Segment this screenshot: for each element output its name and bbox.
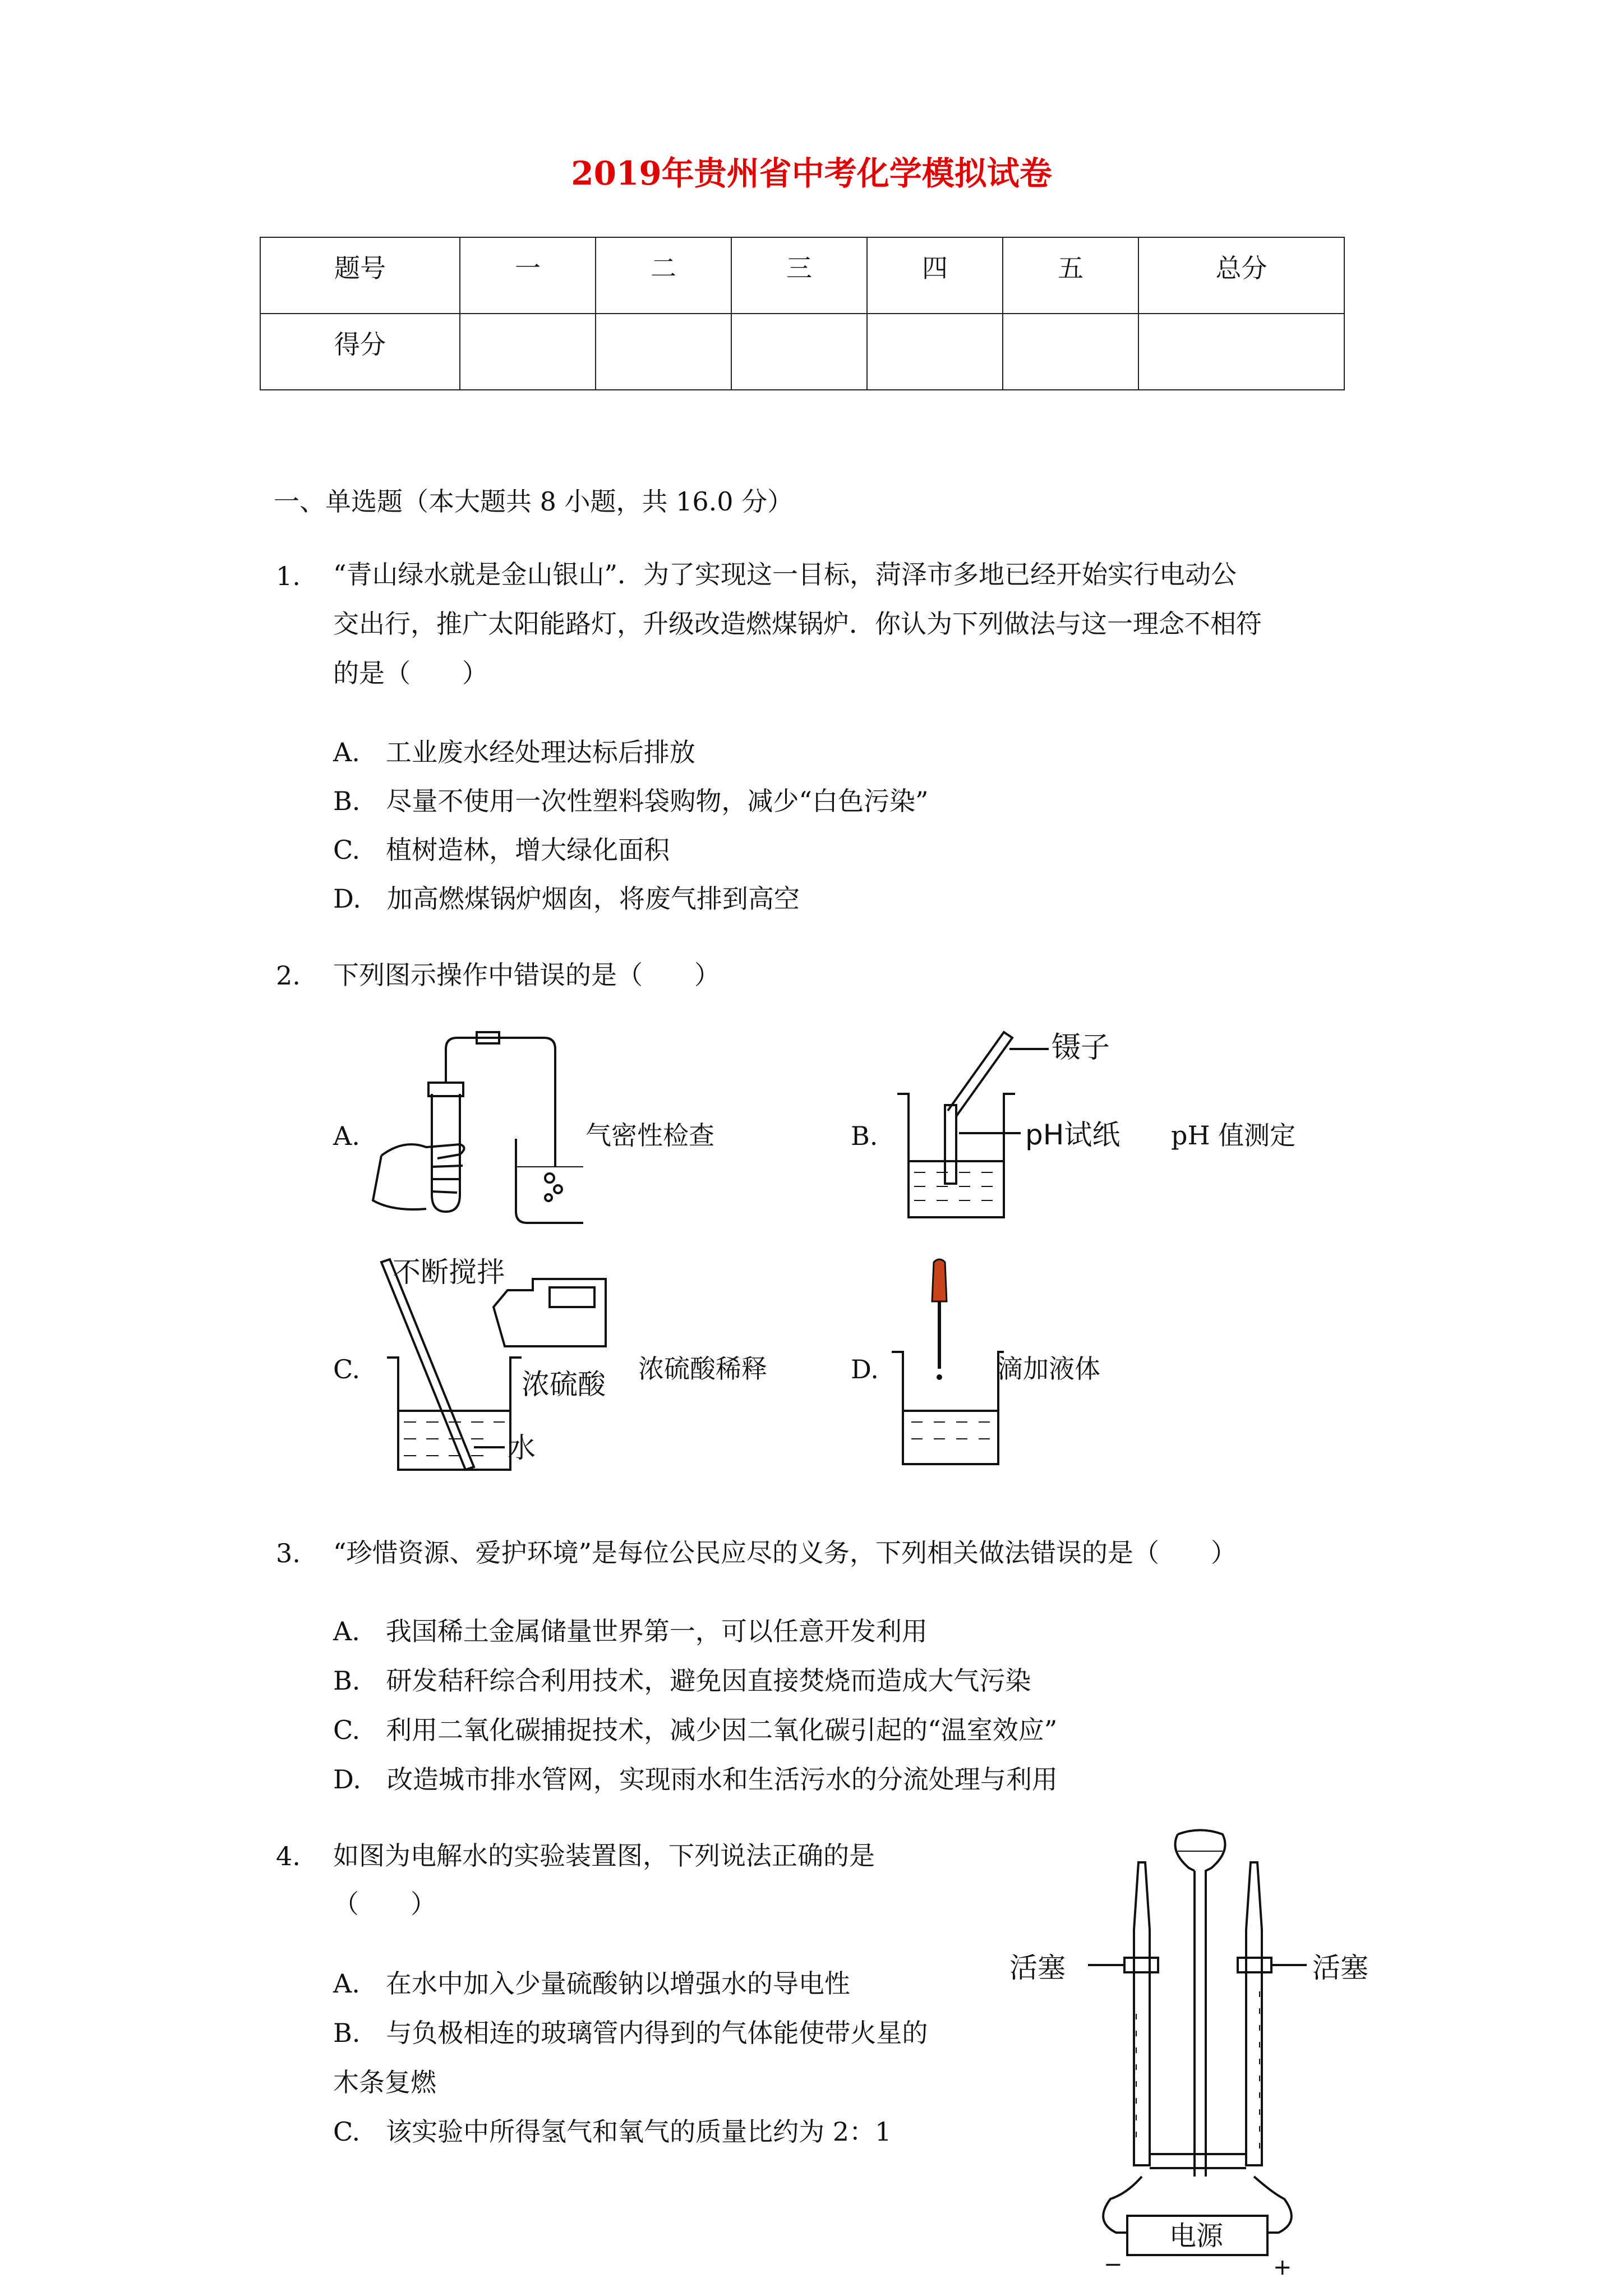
water-label: 水 (508, 1432, 536, 1464)
question-4-stem-line2: （ ） (333, 1889, 436, 1919)
score-input-cell[interactable] (1138, 314, 1344, 390)
option-a-caption: 气密性检查 (585, 1120, 714, 1151)
question-3-stem: “珍惜资源、爱护环境”是每位公民应尽的义务，下列相关做法错误的是（ ） (333, 1538, 1237, 1568)
ph-test-figure (892, 1027, 1161, 1228)
question-1-stem (333, 550, 1262, 698)
power-supply-label: 电源 (1169, 2220, 1224, 2252)
stem-line: “青山绿水就是金山银山”．为了实现这一目标，菏泽市多地已经开始实行电动公 (333, 559, 1237, 590)
score-header-cell: 总分 (1138, 237, 1344, 314)
score-header-cell: 五 (1003, 237, 1138, 314)
question-4-stem-line1: 如图为电解水的实验装置图，下列说法正确的是 (333, 1841, 875, 1871)
airtightness-check-figure (370, 1027, 583, 1228)
score-header-cell: 四 (867, 237, 1003, 314)
valve-right-label: 活塞 (1312, 1952, 1368, 1984)
option-a[interactable]: A. 在水中加入少量硫酸钠以增强水的导电性 (333, 1968, 850, 1999)
negative-terminal-label: − (1104, 2252, 1123, 2277)
score-row-label: 得分 (260, 314, 460, 390)
option-b-letter[interactable]: B. (851, 1121, 878, 1151)
stem-line: 交出行，推广太阳能路灯，升级改造燃煤锅炉．你认为下列做法与这一理念不相符 (333, 609, 1262, 639)
option-b[interactable]: B. 与负极相连的玻璃管内得到的气体能使带火星的 (333, 2018, 928, 2048)
option-d[interactable]: D. 改造城市排水管网，实现雨水和生活污水的分流处理与利用 (333, 1764, 1058, 1795)
question-number: 3. (276, 1538, 301, 1568)
stem-line: 的是（ ） (333, 658, 488, 688)
score-table-score-row (260, 314, 1344, 390)
option-a-letter[interactable]: A. (333, 1121, 360, 1151)
score-header-cell: 题号 (260, 237, 460, 314)
question-number: 2. (276, 960, 301, 991)
score-input-cell[interactable] (867, 314, 1003, 390)
option-d-letter[interactable]: D. (851, 1354, 879, 1384)
score-input-cell[interactable] (1003, 314, 1138, 390)
option-b[interactable]: B. 尽量不使用一次性塑料袋购物，减少“白色污染” (333, 786, 929, 816)
score-header-cell: 二 (596, 237, 731, 314)
option-a[interactable]: A. 我国稀土金属储量世界第一，可以任意开发利用 (333, 1616, 928, 1646)
option-c[interactable]: C. 利用二氧化碳捕捉技术，减少因二氧化碳引起的“温室效应” (333, 1715, 1058, 1745)
score-input-cell[interactable] (460, 314, 596, 390)
dropper-figure (886, 1257, 1009, 1470)
question-number: 4. (276, 1841, 301, 1871)
page-title: 2019年贵州省中考化学模拟试卷 (571, 154, 1052, 192)
option-c[interactable]: C. 该实验中所得氢气和氧气的质量比约为 2：1 (333, 2116, 892, 2147)
option-d-caption: 滴加液体 (997, 1354, 1100, 1384)
score-table-header-row (260, 237, 1344, 314)
stir-label: 不断搅拌 (393, 1256, 505, 1289)
score-input-cell[interactable] (596, 314, 731, 390)
acid-label: 浓硫酸 (522, 1368, 606, 1401)
score-input-cell[interactable] (731, 314, 867, 390)
acid-dilution-figure (370, 1251, 628, 1487)
option-d[interactable]: D. 加高燃煤锅炉烟囱，将废气排到高空 (333, 884, 800, 914)
question-number: 1. (276, 561, 301, 591)
option-c-letter[interactable]: C. (333, 1354, 361, 1384)
option-c-caption: 浓硫酸稀释 (638, 1354, 767, 1384)
option-a[interactable]: A. 工业废水经处理达标后排放 (333, 737, 695, 767)
option-b-caption: pH 值测定 (1171, 1120, 1296, 1151)
tweezers-label: 镊子 (1052, 1031, 1110, 1065)
score-header-cell: 三 (731, 237, 867, 314)
section-heading: 一、单选题（本大题共 8 小题，共 16.0 分） (274, 486, 794, 517)
option-c[interactable]: C. 植树造林，增大绿化面积 (333, 835, 670, 865)
score-table (260, 237, 1345, 390)
ph-paper-label: pH试纸 (1025, 1119, 1121, 1151)
valve-left-label: 活塞 (1009, 1952, 1066, 1984)
option-b[interactable]: B. 研发秸秆综合利用技术，避免因直接焚烧而造成大气污染 (333, 1665, 1031, 1696)
score-header-cell: 一 (460, 237, 596, 314)
question-2-stem: 下列图示操作中错误的是（ ） (333, 960, 720, 990)
electrolysis-apparatus-figure (1009, 1829, 1380, 2277)
positive-terminal-label: + (1273, 2254, 1292, 2277)
option-b-continued: 木条复燃 (333, 2067, 436, 2097)
